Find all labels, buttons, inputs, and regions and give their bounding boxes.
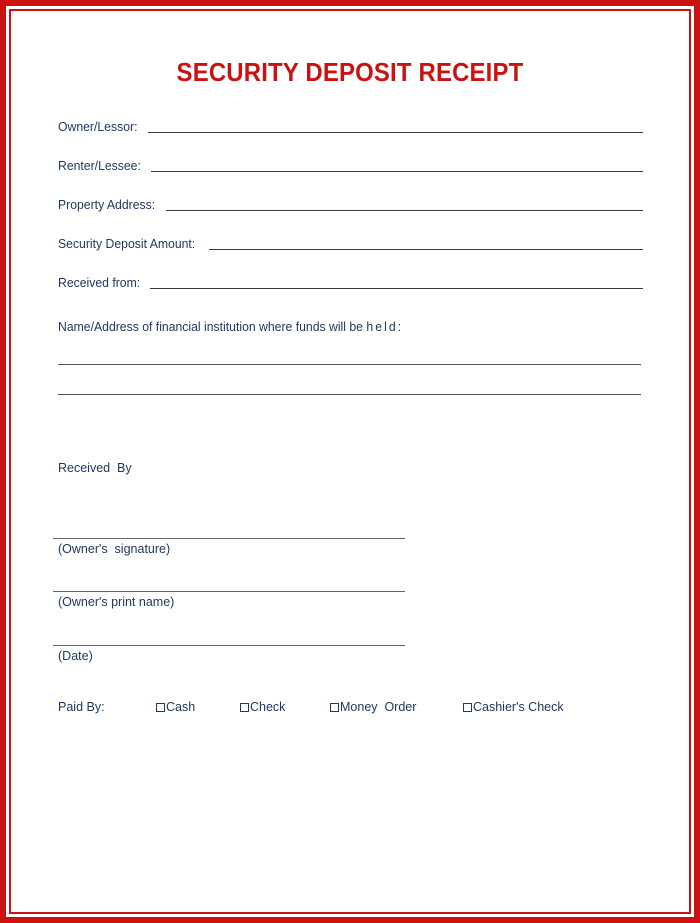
payment-option-label: Check bbox=[250, 700, 286, 714]
page-title: SECURITY DEPOSIT RECEIPT bbox=[176, 57, 524, 87]
field-write-line[interactable] bbox=[150, 288, 643, 289]
institution-write-line-1[interactable] bbox=[58, 364, 641, 365]
checkbox-empty-icon[interactable] bbox=[240, 703, 249, 712]
institution-write-line-2[interactable] bbox=[58, 394, 641, 395]
field-label: Owner/Lessor: bbox=[58, 119, 138, 134]
financial-institution-label-colon: : bbox=[397, 319, 404, 334]
signature-caption-owner-print-name: (Owner's print name) bbox=[58, 595, 175, 609]
signature-caption-date: (Date) bbox=[58, 649, 93, 663]
financial-institution-label bbox=[58, 319, 403, 334]
field-write-line[interactable] bbox=[148, 132, 643, 133]
field-label: Property Address: bbox=[58, 197, 156, 212]
field-label: Security Deposit Amount: bbox=[58, 236, 196, 251]
field-renter-lessee[interactable] bbox=[58, 158, 649, 174]
field-property-address[interactable] bbox=[58, 197, 649, 213]
field-received-from[interactable] bbox=[58, 275, 649, 291]
page-inner-border bbox=[9, 9, 691, 914]
signature-line-date[interactable] bbox=[53, 645, 405, 646]
checkbox-empty-icon[interactable] bbox=[463, 703, 472, 712]
payment-option-check[interactable] bbox=[240, 700, 285, 714]
received-by-heading: Received By bbox=[58, 461, 132, 475]
signature-line-owner-print-name[interactable] bbox=[53, 591, 405, 592]
field-write-line[interactable] bbox=[209, 249, 643, 250]
signature-line-owner-signature[interactable] bbox=[53, 538, 405, 539]
field-owner-lessor[interactable] bbox=[58, 119, 649, 135]
payment-option-money-order[interactable] bbox=[330, 700, 416, 714]
payment-option-label: Cashier's Check bbox=[473, 700, 564, 714]
payment-option-cash[interactable] bbox=[156, 700, 195, 714]
document-sheet bbox=[11, 11, 689, 912]
paid-by-label: Paid By: bbox=[58, 700, 105, 714]
financial-institution-label-spaced: held bbox=[366, 319, 398, 334]
payment-option-label: Money Order bbox=[340, 700, 417, 714]
checkbox-empty-icon[interactable] bbox=[156, 703, 165, 712]
signature-caption-owner-signature: (Owner's signature) bbox=[58, 542, 171, 556]
field-write-line[interactable] bbox=[166, 210, 643, 211]
payment-option-cashiers-check[interactable] bbox=[463, 700, 564, 714]
payment-option-label: Cash bbox=[166, 700, 196, 714]
field-write-line[interactable] bbox=[151, 171, 643, 172]
financial-institution-label-text: Name/Address of financial institution where funds will be bbox=[58, 319, 367, 334]
field-security-deposit-amount[interactable] bbox=[58, 236, 649, 252]
checkbox-empty-icon[interactable] bbox=[330, 703, 339, 712]
field-label: Received from: bbox=[58, 275, 141, 290]
field-label: Renter/Lessee: bbox=[58, 158, 141, 173]
